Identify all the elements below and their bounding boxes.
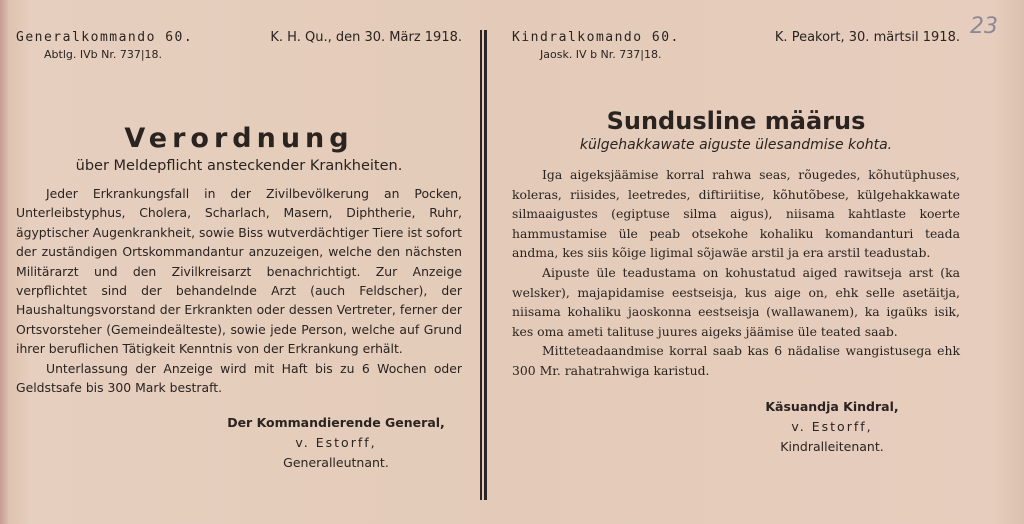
- german-signature: [216, 413, 456, 473]
- german-signature-rank: Generalleutnant.: [283, 455, 389, 471]
- estonian-reference: Jaosk. IV b Nr. 737|18.: [540, 48, 662, 61]
- german-reference: Abtlg. IVb Nr. 737|18.: [44, 48, 163, 61]
- german-header: [16, 30, 462, 50]
- estonian-command: Kindralkomando 60.: [512, 30, 680, 45]
- estonian-column: [512, 30, 960, 457]
- german-subtitle: über Meldepflicht ansteckender Krankheiten.: [75, 158, 403, 174]
- german-title: Verordnung: [124, 123, 354, 154]
- german-paragraph: Unterlassung der Anzeige wird mit Haft bis zu 6 Wochen oder Geldstsafe bis 300 Mark bestraft.: [16, 360, 462, 396]
- estonian-header: [512, 30, 960, 50]
- german-paragraph: Jeder Erkrankungsfall in der Zivilbevölkerung an Pocken, Unterleibstyphus, Cholera, Scharlach, Masern, Diphtherie, Ruhr, ägyptischer Augenkrankheit, sowie Biss wutverdächtiger Tiere ist sofort der zuständigen Ortskommandantur anzuzeigen, welche den nächsten Militärarzt und den Zivilkreisarzt benachrichtigt. Zur Anzeige verpflichtet sind der behandelnde Arzt (auch Feldscher), der Haushaltungsvorstand der Erkrankten oder dessen Vertreter, ferner der Ortsvorsteher (Gemeindeälteste), sowie jede Person, welche auf Grund ihrer beruflichen Tätigkeit Kenntnis von der Erkrankung erhält.: [16, 186, 462, 357]
- estonian-signature: [712, 397, 952, 457]
- page-number: 23: [970, 14, 998, 39]
- estonian-date: K. Peakort, 30. märtsil 1918.: [774, 30, 960, 45]
- estonian-paragraph: Iga aigeksjäämise korral rahwa seas, rõugedes, kõhutüphuses, koleras, riisides, leetredes, diftiriitise, kõhutõbese, külgehakkawate silmaaigustes (egiptuse silma aigus), niisama kahtlaste koerte hammustamise üle peab otsekohe kohaliku komandanturi teada andma, kes siis kõige ligimal sõjawäe arstil ja era arstil teadustab.: [512, 167, 960, 261]
- german-signature-role: Der Kommandierende General,: [227, 415, 445, 431]
- column-divider: [480, 30, 486, 500]
- german-column: [16, 30, 462, 473]
- estonian-signature-name: v. Estorff,: [791, 418, 873, 434]
- estonian-paragraph: Mitteteadaandmise korral saab kas 6 nädalise wangistusega ehk 300 Mr. rahatrahwiga karistud.: [512, 343, 960, 378]
- german-command: Generalkommando 60.: [16, 30, 194, 45]
- german-date: K. H. Qu., den 30. März 1918.: [270, 30, 462, 45]
- estonian-signature-role: Käsuandja Kindral,: [765, 398, 899, 414]
- german-body: [16, 184, 462, 397]
- estonian-signature-rank: Kindralleitenant.: [780, 438, 884, 454]
- paper-edge: [0, 0, 8, 524]
- estonian-paragraph: Aipuste üle teadustama on kohustatud aiged rawitseja arst (ka welsker), majapidamise eestseisja, kus aige on, ehk selle asetäitja, niisama kohaliku jaoskonna eestseisja (wallawanem), ka igaüks isik, kes oma ameti talituse juures aigeks jäämise üle teated saab.: [512, 264, 960, 339]
- estonian-title: Sundusline määrus: [606, 107, 866, 135]
- estonian-body: [512, 165, 960, 381]
- german-signature-name: v. Estorff,: [295, 435, 377, 451]
- estonian-subtitle: külgehakkawate aiguste ülesandmise kohta.: [579, 137, 893, 153]
